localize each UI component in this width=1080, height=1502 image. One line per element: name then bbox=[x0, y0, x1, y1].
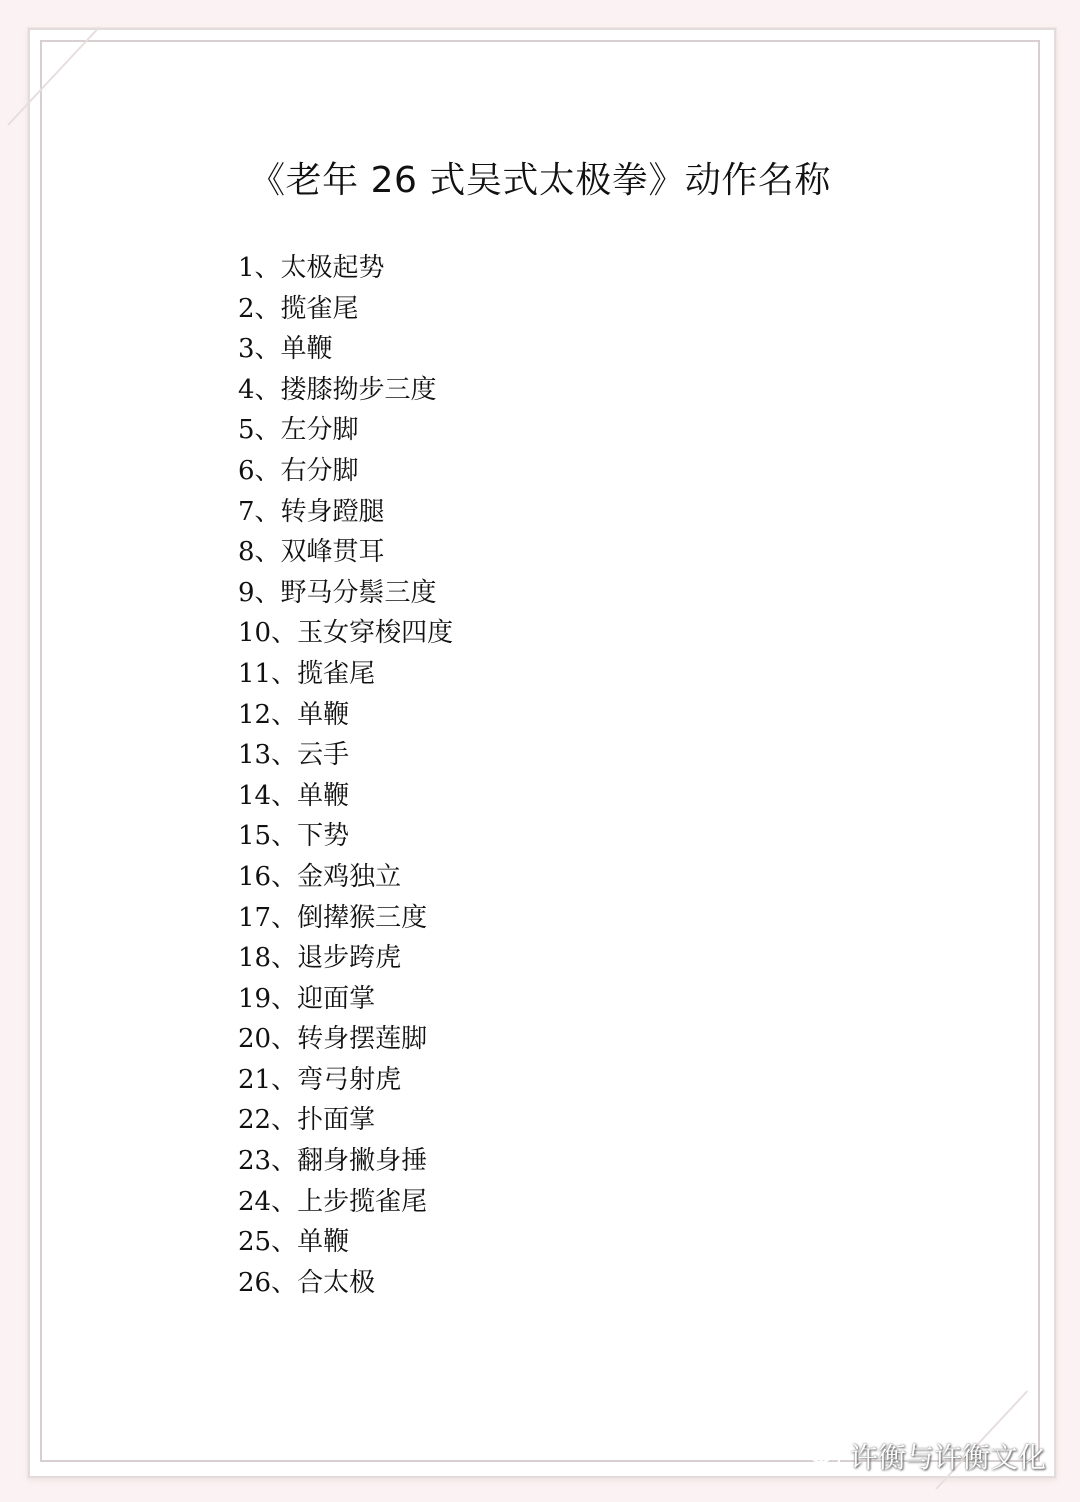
move-item: 15、下势 bbox=[238, 821, 350, 852]
move-item: 2、揽雀尾 bbox=[238, 293, 359, 324]
wechat-icon bbox=[808, 1441, 842, 1471]
move-list bbox=[238, 248, 453, 1303]
move-item: 20、转身摆莲脚 bbox=[238, 1024, 428, 1055]
move-item: 12、单鞭 bbox=[238, 699, 350, 730]
move-item: 8、双峰贯耳 bbox=[238, 537, 385, 568]
move-item: 19、迎面掌 bbox=[238, 983, 376, 1014]
move-item: 16、金鸡独立 bbox=[238, 861, 402, 892]
move-item: 1、太极起势 bbox=[238, 253, 385, 283]
move-item: 22、扑面掌 bbox=[238, 1105, 376, 1136]
move-item: 17、倒撵猴三度 bbox=[238, 902, 428, 933]
move-item: 7、转身蹬腿 bbox=[238, 496, 385, 527]
move-item: 11、揽雀尾 bbox=[238, 658, 376, 689]
move-item: 18、退步跨虎 bbox=[238, 943, 402, 974]
watermark bbox=[808, 1436, 1046, 1476]
move-item: 24、上步揽雀尾 bbox=[238, 1186, 428, 1217]
move-item: 13、云手 bbox=[238, 740, 350, 771]
move-item: 9、野马分鬃三度 bbox=[238, 577, 437, 608]
move-item: 21、弯弓射虎 bbox=[238, 1064, 402, 1095]
move-item: 25、单鞭 bbox=[238, 1227, 350, 1258]
move-item: 3、单鞭 bbox=[238, 334, 333, 365]
document-sheet bbox=[40, 40, 1040, 1462]
move-item: 14、单鞭 bbox=[238, 780, 350, 811]
document-title: 《老年 26 式吴式太极拳》动作名称 bbox=[249, 160, 831, 201]
move-item: 5、左分脚 bbox=[238, 415, 359, 446]
move-item: 4、搂膝拗步三度 bbox=[238, 374, 437, 405]
move-item: 10、玉女穿梭四度 bbox=[238, 618, 454, 649]
move-item: 26、合太极 bbox=[238, 1267, 376, 1298]
move-item: 23、翻身撇身捶 bbox=[238, 1146, 428, 1177]
move-item: 6、右分脚 bbox=[238, 455, 359, 486]
watermark-text: 许衡与许衡文化 bbox=[849, 1441, 1046, 1474]
